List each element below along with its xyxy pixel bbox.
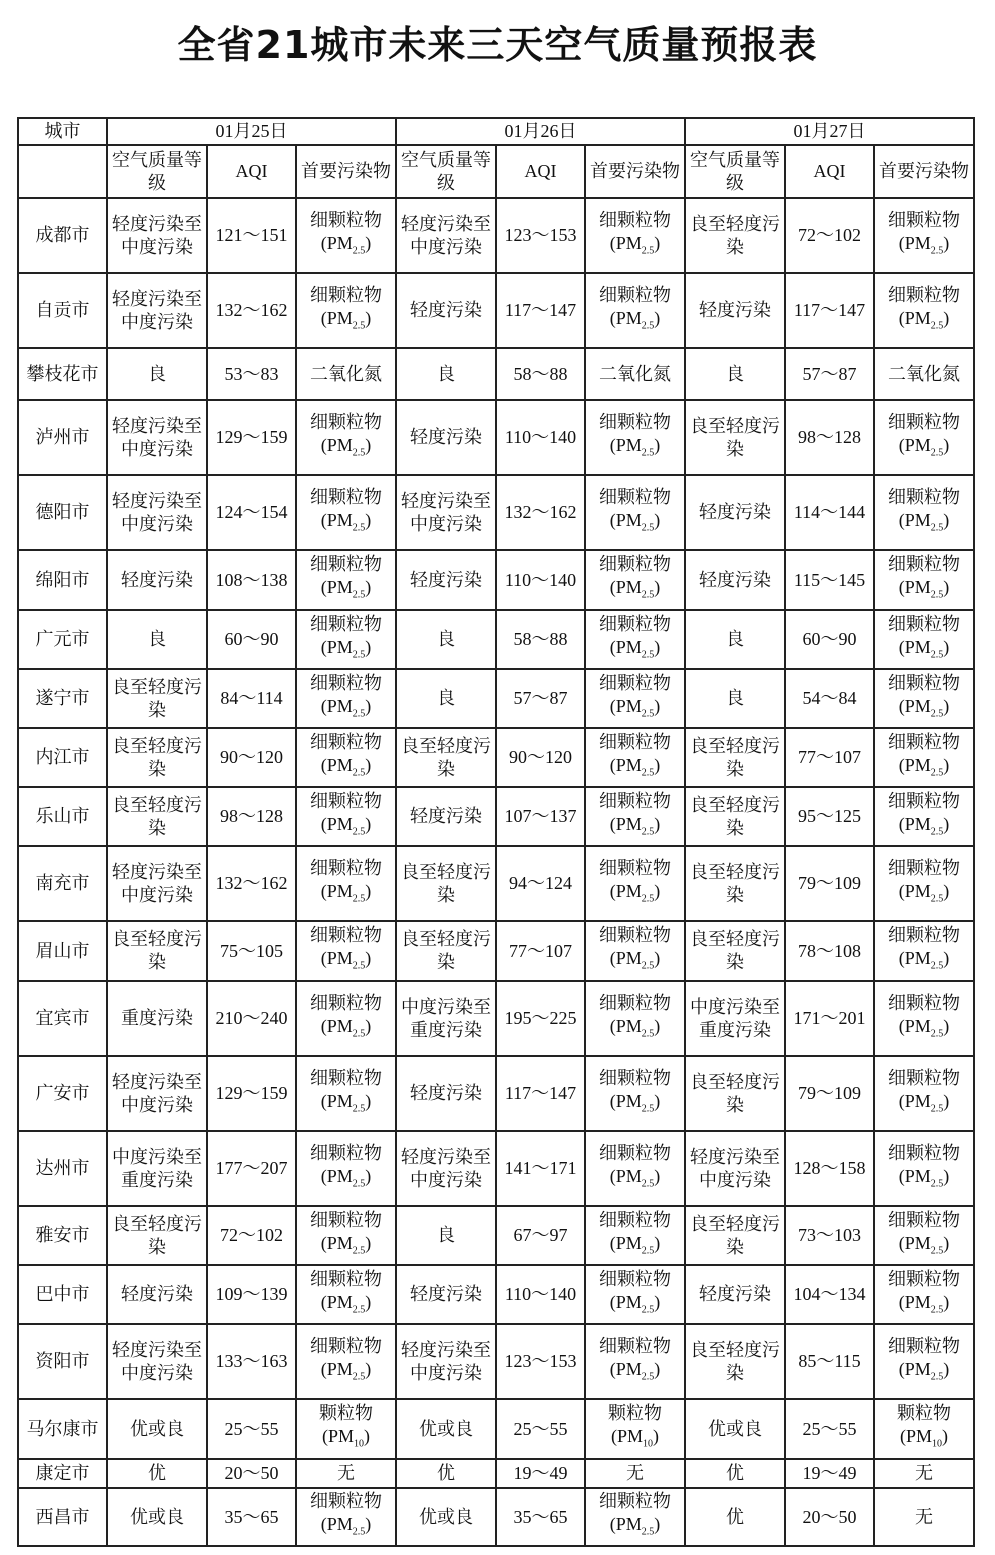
air-quality-level: 良至轻度污染 — [107, 921, 207, 981]
primary-pollutant: 颗粒物 $(PM_{10})$ — [874, 1399, 974, 1459]
city-name: 泸州市 — [18, 400, 107, 475]
city-name: 广元市 — [18, 610, 107, 669]
primary-pollutant: 细颗粒物 $(PM_{2.5})$ — [296, 198, 396, 273]
air-quality-level: 良至轻度污染 — [107, 787, 207, 846]
air-quality-level: 优 — [396, 1459, 496, 1488]
city-name: 康定市 — [18, 1459, 107, 1488]
primary-pollutant: 细颗粒物 $(PM_{2.5})$ — [874, 921, 974, 981]
primary-pollutant: 细颗粒物 $(PM_{2.5})$ — [296, 1131, 396, 1206]
aqi-range: 104～134 — [785, 1265, 874, 1324]
air-quality-level: 中度污染至重度污染 — [685, 981, 785, 1056]
air-quality-level: 优或良 — [107, 1488, 207, 1546]
aqi-range: 115～145 — [785, 550, 874, 610]
city-name: 达州市 — [18, 1131, 107, 1206]
air-quality-level: 良至轻度污染 — [685, 1056, 785, 1131]
air-quality-level: 良 — [396, 1206, 496, 1265]
table-body — [18, 198, 974, 1546]
aqi-range: 133～163 — [207, 1324, 296, 1399]
aqi-range: 60～90 — [785, 610, 874, 669]
air-quality-level: 轻度污染至中度污染 — [396, 1324, 496, 1399]
aqi-range: 67～97 — [496, 1206, 585, 1265]
air-quality-level: 轻度污染至中度污染 — [685, 1131, 785, 1206]
primary-pollutant: 细颗粒物 $(PM_{2.5})$ — [874, 1056, 974, 1131]
city-name: 遂宁市 — [18, 669, 107, 728]
sub-header-row — [18, 145, 974, 198]
aqi-range: 90～120 — [496, 728, 585, 787]
primary-pollutant: 细颗粒物 $(PM_{2.5})$ — [296, 1056, 396, 1131]
aqi-range: 108～138 — [207, 550, 296, 610]
primary-pollutant: 细颗粒物 $(PM_{2.5})$ — [585, 198, 685, 273]
primary-pollutant: 细颗粒物 $(PM_{2.5})$ — [296, 669, 396, 728]
table-row — [18, 1324, 974, 1399]
aqi-range: 132～162 — [207, 846, 296, 921]
air-quality-level: 良 — [107, 610, 207, 669]
level-column-header: 空气质量等级 — [685, 145, 785, 198]
primary-pollutant: 细颗粒物 $(PM_{2.5})$ — [874, 198, 974, 273]
table-row — [18, 348, 974, 400]
city-name: 内江市 — [18, 728, 107, 787]
air-quality-level: 轻度污染至中度污染 — [107, 475, 207, 550]
table-row — [18, 475, 974, 550]
air-quality-level: 良至轻度污染 — [685, 787, 785, 846]
primary-pollutant: 细颗粒物 $(PM_{2.5})$ — [874, 400, 974, 475]
air-quality-level: 良至轻度污染 — [685, 198, 785, 273]
aqi-range: 110～140 — [496, 550, 585, 610]
primary-pollutant: 细颗粒物 $(PM_{2.5})$ — [585, 1265, 685, 1324]
aqi-range: 25～55 — [207, 1399, 296, 1459]
air-quality-level: 轻度污染 — [396, 1056, 496, 1131]
table-row — [18, 728, 974, 787]
aqi-range: 177～207 — [207, 1131, 296, 1206]
aqi-range: 60～90 — [207, 610, 296, 669]
primary-pollutant: 细颗粒物 $(PM_{2.5})$ — [874, 1265, 974, 1324]
air-quality-level: 轻度污染至中度污染 — [107, 1056, 207, 1131]
aqi-range: 77～107 — [785, 728, 874, 787]
aqi-range: 107～137 — [496, 787, 585, 846]
aqi-range: 94～124 — [496, 846, 585, 921]
aqi-column-header: AQI — [207, 145, 296, 198]
primary-pollutant: 细颗粒物 $(PM_{2.5})$ — [585, 475, 685, 550]
primary-pollutant: 细颗粒物 $(PM_{2.5})$ — [585, 787, 685, 846]
air-quality-level: 优 — [685, 1488, 785, 1546]
primary-pollutant: 细颗粒物 $(PM_{2.5})$ — [585, 1324, 685, 1399]
primary-pollutant: 细颗粒物 $(PM_{2.5})$ — [585, 1206, 685, 1265]
primary-pollutant: 细颗粒物 $(PM_{2.5})$ — [585, 981, 685, 1056]
table-row — [18, 1056, 974, 1131]
date-header-row — [18, 118, 974, 145]
primary-pollutant: 细颗粒物 $(PM_{2.5})$ — [585, 550, 685, 610]
primary-pollutant: 细颗粒物 $(PM_{2.5})$ — [874, 1206, 974, 1265]
aqi-range: 195～225 — [496, 981, 585, 1056]
air-quality-level: 重度污染 — [107, 981, 207, 1056]
aqi-range: 129～159 — [207, 1056, 296, 1131]
table-row — [18, 1265, 974, 1324]
table-row — [18, 1459, 974, 1488]
air-quality-level: 优 — [107, 1459, 207, 1488]
date-header: 01月25日 — [107, 118, 396, 145]
aqi-range: 19～49 — [496, 1459, 585, 1488]
aqi-range: 95～125 — [785, 787, 874, 846]
primary-pollutant: 细颗粒物 $(PM_{2.5})$ — [296, 400, 396, 475]
city-name: 乐山市 — [18, 787, 107, 846]
primary-pollutant: 细颗粒物 $(PM_{2.5})$ — [296, 846, 396, 921]
primary-pollutant: 细颗粒物 $(PM_{2.5})$ — [296, 1324, 396, 1399]
aqi-range: 110～140 — [496, 400, 585, 475]
aqi-range: 35～65 — [496, 1488, 585, 1546]
air-quality-level: 轻度污染至中度污染 — [107, 273, 207, 348]
aqi-range: 72～102 — [207, 1206, 296, 1265]
air-quality-level: 良 — [396, 348, 496, 400]
aqi-range: 117～147 — [496, 273, 585, 348]
table-row — [18, 1131, 974, 1206]
air-quality-level: 良至轻度污染 — [396, 846, 496, 921]
air-quality-level: 轻度污染至中度污染 — [107, 846, 207, 921]
air-quality-level: 良至轻度污染 — [396, 728, 496, 787]
table-row — [18, 669, 974, 728]
table-row — [18, 1206, 974, 1265]
air-quality-level: 轻度污染 — [685, 1265, 785, 1324]
primary-pollutant: 细颗粒物 $(PM_{2.5})$ — [874, 669, 974, 728]
primary-pollutant: 细颗粒物 $(PM_{2.5})$ — [874, 550, 974, 610]
primary-pollutant: 细颗粒物 $(PM_{2.5})$ — [874, 1131, 974, 1206]
primary-pollutant: 细颗粒物 $(PM_{2.5})$ — [874, 846, 974, 921]
city-name: 广安市 — [18, 1056, 107, 1131]
primary-pollutant: 颗粒物 $(PM_{10})$ — [585, 1399, 685, 1459]
primary-pollutant: 细颗粒物 $(PM_{2.5})$ — [585, 921, 685, 981]
aqi-range: 123～153 — [496, 1324, 585, 1399]
air-quality-level: 轻度污染 — [685, 273, 785, 348]
primary-pollutant: 细颗粒物 $(PM_{2.5})$ — [585, 669, 685, 728]
primary-pollutant: 细颗粒物 $(PM_{2.5})$ — [296, 728, 396, 787]
aqi-range: 124～154 — [207, 475, 296, 550]
primary-pollutant: 细颗粒物 $(PM_{2.5})$ — [874, 787, 974, 846]
primary-pollutant: 细颗粒物 $(PM_{2.5})$ — [874, 273, 974, 348]
air-quality-level: 轻度污染 — [685, 475, 785, 550]
city-name: 巴中市 — [18, 1265, 107, 1324]
aqi-range: 114～144 — [785, 475, 874, 550]
aqi-range: 85～115 — [785, 1324, 874, 1399]
air-quality-level: 良至轻度污染 — [107, 728, 207, 787]
air-quality-level: 良至轻度污染 — [685, 400, 785, 475]
aqi-range: 54～84 — [785, 669, 874, 728]
aqi-range: 79～109 — [785, 1056, 874, 1131]
air-quality-level: 优 — [685, 1459, 785, 1488]
aqi-range: 141～171 — [496, 1131, 585, 1206]
aqi-range: 72～102 — [785, 198, 874, 273]
aqi-column-header: AQI — [785, 145, 874, 198]
primary-pollutant: 颗粒物 $(PM_{10})$ — [296, 1399, 396, 1459]
air-quality-level: 良至轻度污染 — [685, 846, 785, 921]
city-name: 成都市 — [18, 198, 107, 273]
air-quality-level: 轻度污染至中度污染 — [396, 198, 496, 273]
primary-pollutant: 细颗粒物 $(PM_{2.5})$ — [296, 921, 396, 981]
primary-pollutant: 细颗粒物 $(PM_{2.5})$ — [874, 475, 974, 550]
aqi-range: 77～107 — [496, 921, 585, 981]
aqi-range: 58～88 — [496, 348, 585, 400]
aqi-range: 25～55 — [496, 1399, 585, 1459]
air-quality-level: 良 — [685, 669, 785, 728]
primary-pollutant: 无 — [874, 1459, 974, 1488]
city-name: 德阳市 — [18, 475, 107, 550]
primary-pollutant: 细颗粒物 $(PM_{2.5})$ — [874, 1324, 974, 1399]
primary-pollutant: 细颗粒物 $(PM_{2.5})$ — [585, 846, 685, 921]
aqi-range: 129～159 — [207, 400, 296, 475]
primary-pollutant: 无 — [585, 1459, 685, 1488]
aqi-range: 79～109 — [785, 846, 874, 921]
forecast-table — [17, 117, 975, 1547]
aqi-range: 98～128 — [785, 400, 874, 475]
aqi-range: 25～55 — [785, 1399, 874, 1459]
pollutant-column-header: 首要污染物 — [585, 145, 685, 198]
aqi-range: 117～147 — [496, 1056, 585, 1131]
air-quality-level: 优或良 — [685, 1399, 785, 1459]
primary-pollutant: 细颗粒物 $(PM_{2.5})$ — [585, 728, 685, 787]
primary-pollutant: 无 — [296, 1459, 396, 1488]
empty-header-cell — [18, 145, 107, 198]
air-quality-level: 轻度污染 — [396, 787, 496, 846]
pollutant-column-header: 首要污染物 — [874, 145, 974, 198]
air-quality-level: 良 — [685, 348, 785, 400]
primary-pollutant: 细颗粒物 $(PM_{2.5})$ — [296, 273, 396, 348]
aqi-range: 109～139 — [207, 1265, 296, 1324]
aqi-range: 132～162 — [496, 475, 585, 550]
air-quality-level: 良至轻度污染 — [685, 728, 785, 787]
table-row — [18, 198, 974, 273]
primary-pollutant: 细颗粒物 $(PM_{2.5})$ — [296, 475, 396, 550]
table-row — [18, 787, 974, 846]
air-quality-level: 良 — [685, 610, 785, 669]
table-row — [18, 846, 974, 921]
aqi-range: 110～140 — [496, 1265, 585, 1324]
date-header: 01月26日 — [396, 118, 685, 145]
primary-pollutant: 二氧化氮 — [296, 348, 396, 400]
air-quality-level: 轻度污染至中度污染 — [107, 1324, 207, 1399]
primary-pollutant: 细颗粒物 $(PM_{2.5})$ — [296, 981, 396, 1056]
aqi-range: 78～108 — [785, 921, 874, 981]
primary-pollutant: 细颗粒物 $(PM_{2.5})$ — [296, 1206, 396, 1265]
air-quality-level: 轻度污染至中度污染 — [396, 1131, 496, 1206]
city-name: 南充市 — [18, 846, 107, 921]
primary-pollutant: 细颗粒物 $(PM_{2.5})$ — [296, 610, 396, 669]
air-quality-level: 中度污染至重度污染 — [396, 981, 496, 1056]
aqi-range: 73～103 — [785, 1206, 874, 1265]
aqi-range: 58～88 — [496, 610, 585, 669]
table-row — [18, 921, 974, 981]
air-quality-level: 优或良 — [107, 1399, 207, 1459]
air-quality-level: 轻度污染至中度污染 — [107, 400, 207, 475]
table-row — [18, 273, 974, 348]
air-quality-level: 良至轻度污染 — [685, 1206, 785, 1265]
primary-pollutant: 无 — [874, 1488, 974, 1546]
aqi-range: 132～162 — [207, 273, 296, 348]
primary-pollutant: 细颗粒物 $(PM_{2.5})$ — [874, 610, 974, 669]
city-name: 宜宾市 — [18, 981, 107, 1056]
aqi-column-header: AQI — [496, 145, 585, 198]
primary-pollutant: 细颗粒物 $(PM_{2.5})$ — [585, 1488, 685, 1546]
aqi-range: 20～50 — [207, 1459, 296, 1488]
air-quality-level: 优或良 — [396, 1488, 496, 1546]
air-quality-level: 轻度污染 — [396, 550, 496, 610]
air-quality-level: 良 — [396, 610, 496, 669]
aqi-range: 35～65 — [207, 1488, 296, 1546]
air-quality-level: 良至轻度污染 — [685, 1324, 785, 1399]
air-quality-level: 轻度污染至中度污染 — [396, 475, 496, 550]
primary-pollutant: 细颗粒物 $(PM_{2.5})$ — [585, 1131, 685, 1206]
aqi-range: 121～151 — [207, 198, 296, 273]
primary-pollutant: 细颗粒物 $(PM_{2.5})$ — [296, 1265, 396, 1324]
aqi-range: 123～153 — [496, 198, 585, 273]
city-name: 雅安市 — [18, 1206, 107, 1265]
primary-pollutant: 细颗粒物 $(PM_{2.5})$ — [585, 610, 685, 669]
aqi-range: 57～87 — [496, 669, 585, 728]
date-header: 01月27日 — [685, 118, 974, 145]
air-quality-level: 轻度污染 — [396, 1265, 496, 1324]
city-name: 资阳市 — [18, 1324, 107, 1399]
aqi-range: 128～158 — [785, 1131, 874, 1206]
city-name: 绵阳市 — [18, 550, 107, 610]
pollutant-column-header: 首要污染物 — [296, 145, 396, 198]
air-quality-level: 轻度污染 — [107, 1265, 207, 1324]
air-quality-level: 轻度污染 — [685, 550, 785, 610]
air-quality-level: 良 — [396, 669, 496, 728]
air-quality-level: 中度污染至重度污染 — [107, 1131, 207, 1206]
air-quality-level: 轻度污染至中度污染 — [107, 198, 207, 273]
page-title: 全省21城市未来三天空气质量预报表 — [177, 23, 818, 67]
aqi-range: 90～120 — [207, 728, 296, 787]
primary-pollutant: 细颗粒物 $(PM_{2.5})$ — [296, 787, 396, 846]
city-name: 马尔康市 — [18, 1399, 107, 1459]
primary-pollutant: 细颗粒物 $(PM_{2.5})$ — [874, 981, 974, 1056]
level-column-header: 空气质量等级 — [396, 145, 496, 198]
table-row — [18, 610, 974, 669]
air-quality-level: 轻度污染 — [396, 400, 496, 475]
air-quality-level: 轻度污染 — [107, 550, 207, 610]
primary-pollutant: 二氧化氮 — [585, 348, 685, 400]
aqi-range: 19～49 — [785, 1459, 874, 1488]
aqi-range: 171～201 — [785, 981, 874, 1056]
air-quality-level: 良至轻度污染 — [107, 669, 207, 728]
table-row — [18, 400, 974, 475]
level-column-header: 空气质量等级 — [107, 145, 207, 198]
aqi-range: 20～50 — [785, 1488, 874, 1546]
aqi-range: 53～83 — [207, 348, 296, 400]
primary-pollutant: 细颗粒物 $(PM_{2.5})$ — [585, 273, 685, 348]
aqi-range: 75～105 — [207, 921, 296, 981]
table-row — [18, 981, 974, 1056]
air-quality-level: 轻度污染 — [396, 273, 496, 348]
city-name: 自贡市 — [18, 273, 107, 348]
primary-pollutant: 细颗粒物 $(PM_{2.5})$ — [296, 550, 396, 610]
primary-pollutant: 二氧化氮 — [874, 348, 974, 400]
air-quality-level: 优或良 — [396, 1399, 496, 1459]
primary-pollutant: 细颗粒物 $(PM_{2.5})$ — [585, 400, 685, 475]
primary-pollutant: 细颗粒物 $(PM_{2.5})$ — [874, 728, 974, 787]
table-row — [18, 1488, 974, 1546]
primary-pollutant: 细颗粒物 $(PM_{2.5})$ — [585, 1056, 685, 1131]
air-quality-level: 良至轻度污染 — [396, 921, 496, 981]
aqi-range: 117～147 — [785, 273, 874, 348]
city-name: 攀枝花市 — [18, 348, 107, 400]
city-column-header: 城市 — [18, 118, 107, 145]
aqi-range: 98～128 — [207, 787, 296, 846]
table-row — [18, 550, 974, 610]
air-quality-level: 良至轻度污染 — [107, 1206, 207, 1265]
aqi-range: 84～114 — [207, 669, 296, 728]
aqi-range: 210～240 — [207, 981, 296, 1056]
city-name: 西昌市 — [18, 1488, 107, 1546]
primary-pollutant: 细颗粒物 $(PM_{2.5})$ — [296, 1488, 396, 1546]
aqi-range: 57～87 — [785, 348, 874, 400]
city-name: 眉山市 — [18, 921, 107, 981]
table-row — [18, 1399, 974, 1459]
air-quality-level: 良至轻度污染 — [685, 921, 785, 981]
air-quality-level: 良 — [107, 348, 207, 400]
